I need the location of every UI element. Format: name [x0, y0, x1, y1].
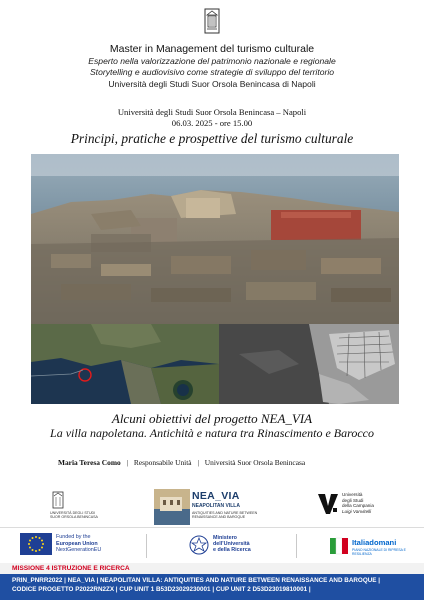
vanvitelli-line-2: degli Studi — [342, 497, 364, 503]
svg-text:SUOR ORSOLA BENINCASA: SUOR ORSOLA BENINCASA — [50, 515, 98, 519]
vanvitelli-line-1: Università — [342, 492, 363, 497]
project-line-2: CODICE PROGETTO P2022RN2ZX | CUP UNIT 1 B53D23029230001 | CUP UNIT 2 D53D23019810001 | — [12, 586, 311, 593]
eu-line-2: European Union — [56, 540, 98, 547]
historic-map — [219, 324, 399, 404]
objectives-subtitle: La villa napoletana. Antichità e natura tra Rinascimento e Barocco — [50, 426, 374, 440]
separator: | — [197, 458, 199, 467]
mur-text — [213, 535, 251, 554]
italy-flag-icon — [330, 536, 348, 556]
mur-line-2: dell'Università — [213, 541, 250, 548]
project-objectives — [0, 411, 424, 441]
speaker-role: Responsabile Unità — [133, 458, 192, 467]
event-venue: Università degli Studi Suor Orsola Benincasa – Napoli — [117, 107, 307, 117]
vanvitelli-line-4: Luigi Vanvitelli — [342, 508, 372, 514]
separator: | — [126, 458, 129, 467]
master-subtitle-1: Esperto nella valorizzazione del patrimonio nazionale e regionale — [88, 56, 336, 66]
mur-line-3: e della Ricerca — [213, 547, 251, 554]
italia-domani-subtext: PIANO NAZIONALE DI RIPRESA E RESILIENZA — [352, 548, 406, 556]
nea-via-logo — [154, 489, 284, 525]
funding-bar — [0, 527, 424, 564]
nea-subtitle: NEAPOLITAN VILLA — [192, 503, 240, 509]
italia-domani-text: Italiadomani — [352, 538, 397, 547]
project-info-bar — [0, 574, 424, 600]
italia-domani-logo — [330, 534, 410, 558]
divider — [146, 534, 147, 558]
vanvitelli-v-icon — [316, 492, 340, 516]
event-date-time: 06.03. 2025 - ore 15.00 — [171, 118, 253, 128]
project-line-1: PRIN_PNRR2022 | NEA_VIA | NEAPOLITAN VILLA: ANTIQUITIES AND NATURE BETWEEN RENAISSANCE AND BAROQUE | — [12, 577, 380, 584]
speaker-institution: Università Suor Orsola Benincasa — [204, 458, 306, 467]
eu-funding-logo — [20, 533, 130, 557]
nea-title: NEA_VIA — [192, 490, 240, 502]
master-university: Università degli Studi Suor Orsola Benincasa di Napoli — [108, 78, 316, 89]
suor-orsola-logo — [48, 490, 110, 524]
mur-logo — [189, 534, 269, 558]
nea-tagline: ANTIQUITIES AND NATURE BETWEEN RENAISSANCE AND BAROQUE — [192, 511, 258, 520]
suor-orsola-crest-icon — [48, 490, 110, 524]
eu-line-3: NextGenerationEU — [56, 547, 102, 554]
master-subtitle-2: Storytelling e audiovisivo come strategie di sviluppo del territorio — [89, 67, 335, 78]
objectives-title: Alcuni obiettivi del progetto NEA_VIA — [111, 411, 313, 426]
villa-picture-icon — [154, 489, 190, 525]
event-title: Principi, pratiche e prospettive del turismo culturale — [70, 131, 354, 146]
speaker-name: Maria Teresa Como — [58, 458, 121, 467]
divider — [296, 534, 297, 558]
vanvitelli-text — [342, 492, 374, 514]
vanvitelli-logo — [316, 490, 396, 524]
event-header — [0, 107, 424, 147]
master-title: Master in Management del turismo culturale — [109, 43, 315, 55]
master-header — [0, 42, 424, 90]
mission-label: MISSIONE 4 ISTRUZIONE E RICERCA — [0, 563, 424, 574]
eu-funding-text — [56, 534, 101, 554]
eu-flag-icon — [20, 533, 52, 555]
speaker-credit — [58, 458, 305, 467]
university-crest-icon — [204, 7, 220, 37]
vanvitelli-line-3: della Campania — [342, 503, 374, 509]
svg-text:UNIVERSITÀ DEGLI STUDI: UNIVERSITÀ DEGLI STUDI — [50, 511, 96, 515]
eu-line-1: Funded by the — [56, 534, 91, 540]
mur-line-1: Ministero — [213, 535, 237, 541]
satellite-map — [31, 324, 219, 404]
aerial-photo-naples — [31, 154, 399, 324]
italian-emblem-icon — [189, 534, 209, 556]
